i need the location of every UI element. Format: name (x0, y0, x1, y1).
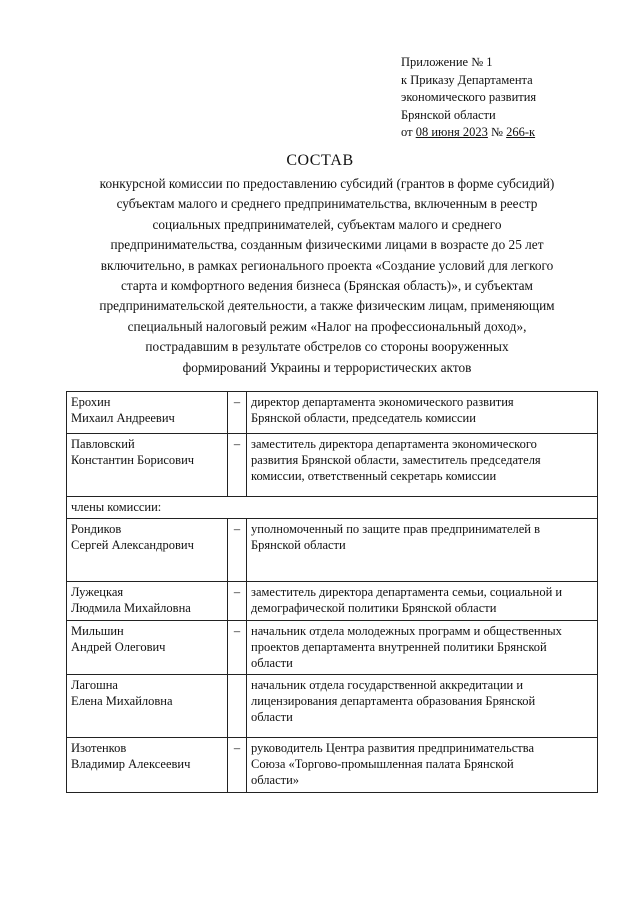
members-header: члены комиссии: (67, 497, 598, 519)
member-given-names: Андрей Олегович (71, 640, 166, 654)
position-line: директор департамента экономического развития (251, 395, 514, 409)
position-line: начальник отдела государственной аккредитации и (251, 678, 524, 692)
dash-cell: – (228, 434, 247, 497)
member-surname: Мильшин (71, 624, 124, 638)
appendix-line-4: Брянской области (401, 107, 496, 122)
position-line: комиссии, ответственный секретарь комиссии (251, 469, 497, 483)
member-name-cell (67, 738, 228, 793)
member-given-names: Елена Михайловна (71, 694, 173, 708)
position-line: уполномоченный по защите прав предпринимателей в (251, 522, 540, 536)
member-name-cell (67, 519, 228, 582)
table-row (67, 621, 598, 675)
appendix-order-date: 08 июня 2023 (415, 125, 488, 139)
subtitle-line: формирований Украины и террористических актов (182, 359, 472, 375)
document-subtitle (62, 174, 592, 378)
table-row (67, 675, 598, 738)
position-line: Брянской области (251, 538, 346, 552)
dash-cell: – (228, 621, 247, 675)
appendix-line-2: к Приказу Департамента (401, 72, 533, 87)
member-name-cell (67, 621, 228, 675)
position-line: лицензирования департамента образования Брянской (251, 694, 536, 708)
position-line: заместитель директора департамента экономического (251, 437, 537, 451)
member-name-cell (67, 582, 228, 621)
table-row (67, 738, 598, 793)
commission-members-table (66, 391, 598, 793)
position-line: области (251, 656, 293, 670)
subtitle-line: включительно, в рамках регионального проекта «Создание условий для легкого (100, 257, 554, 273)
dash-cell (228, 675, 247, 738)
subtitle-line: предпринимательства, созданным физическими лицами в возрасте до 25 лет (110, 237, 544, 253)
table-row (67, 434, 598, 497)
member-surname: Изотенков (71, 741, 127, 755)
subtitle-line: предпринимательской деятельности, а также физическим лицам, применяющим (99, 298, 555, 314)
member-given-names: Константин Борисович (71, 453, 195, 467)
subtitle-line: специальный налоговый режим «Налог на профессиональный доход», (127, 318, 527, 334)
member-given-names: Сергей Александрович (71, 538, 194, 552)
appendix-block (401, 54, 621, 142)
member-name-cell (67, 392, 228, 434)
subtitle-line: социальных предпринимателей, субъектам малого и среднего (152, 216, 502, 232)
position-line: развития Брянской области, заместитель председателя (251, 453, 541, 467)
subtitle-line: субъектам малого и среднего предпринимательства, включенным в реестр (116, 196, 538, 212)
appendix-date-prefix: от (401, 125, 413, 139)
appendix-line-1: Приложение № 1 (401, 55, 493, 69)
position-line: Союза «Торгово-промышленная палата Брянской (251, 757, 514, 771)
member-position-cell (247, 675, 598, 738)
member-position-cell (247, 434, 598, 497)
subtitle-line: конкурсной комиссии по предоставлению субсидий (грантов в форме субсидий) (99, 176, 555, 191)
members-header-row (67, 497, 598, 519)
subtitle-line: пострадавшим в результате обстрелов со стороны вооруженных (145, 339, 509, 355)
dash-cell: – (228, 519, 247, 582)
position-line: Брянской области, председатель комиссии (251, 411, 476, 425)
member-position-cell (247, 519, 598, 582)
subtitle-line: старта и комфортного ведения бизнеса (Брянская область)», и субъектам (121, 278, 533, 294)
member-position-cell (247, 738, 598, 793)
position-line: заместитель директора департамента семьи, социальной и (251, 585, 563, 599)
member-position-cell (247, 582, 598, 621)
member-position-cell (247, 621, 598, 675)
position-line: области (251, 710, 293, 724)
member-surname: Лагошна (71, 678, 118, 692)
appendix-number-sign: № (491, 125, 503, 139)
member-given-names: Михаил Андреевич (71, 411, 175, 425)
member-surname: Рондиков (71, 522, 122, 536)
position-line: проектов департамента внутренней политики Брянской (251, 640, 547, 654)
position-line: демографической политики Брянской области (251, 601, 497, 615)
member-surname: Лужецкая (71, 585, 124, 599)
member-given-names: Владимир Алексеевич (71, 757, 191, 771)
member-name-cell (67, 675, 228, 738)
appendix-line-3: экономического развития (401, 90, 537, 104)
dash-cell: – (228, 392, 247, 434)
table-row (67, 519, 598, 582)
position-line: области» (251, 773, 300, 787)
member-name-cell (67, 434, 228, 497)
document-title: СОСТАВ (286, 152, 354, 169)
member-given-names: Людмила Михайловна (71, 601, 191, 615)
position-line: начальник отдела молодежных программ и общественных (251, 624, 562, 638)
dash-cell: – (228, 738, 247, 793)
table-row (67, 582, 598, 621)
position-line: руководитель Центра развития предпринимательства (251, 741, 534, 755)
member-position-cell (247, 392, 598, 434)
appendix-order-date-line (401, 124, 621, 142)
appendix-order-number: 266-к (506, 125, 536, 139)
member-surname: Павловский (71, 437, 135, 451)
member-surname: Ерохин (71, 395, 111, 409)
table-row (67, 392, 598, 434)
dash-cell: – (228, 582, 247, 621)
